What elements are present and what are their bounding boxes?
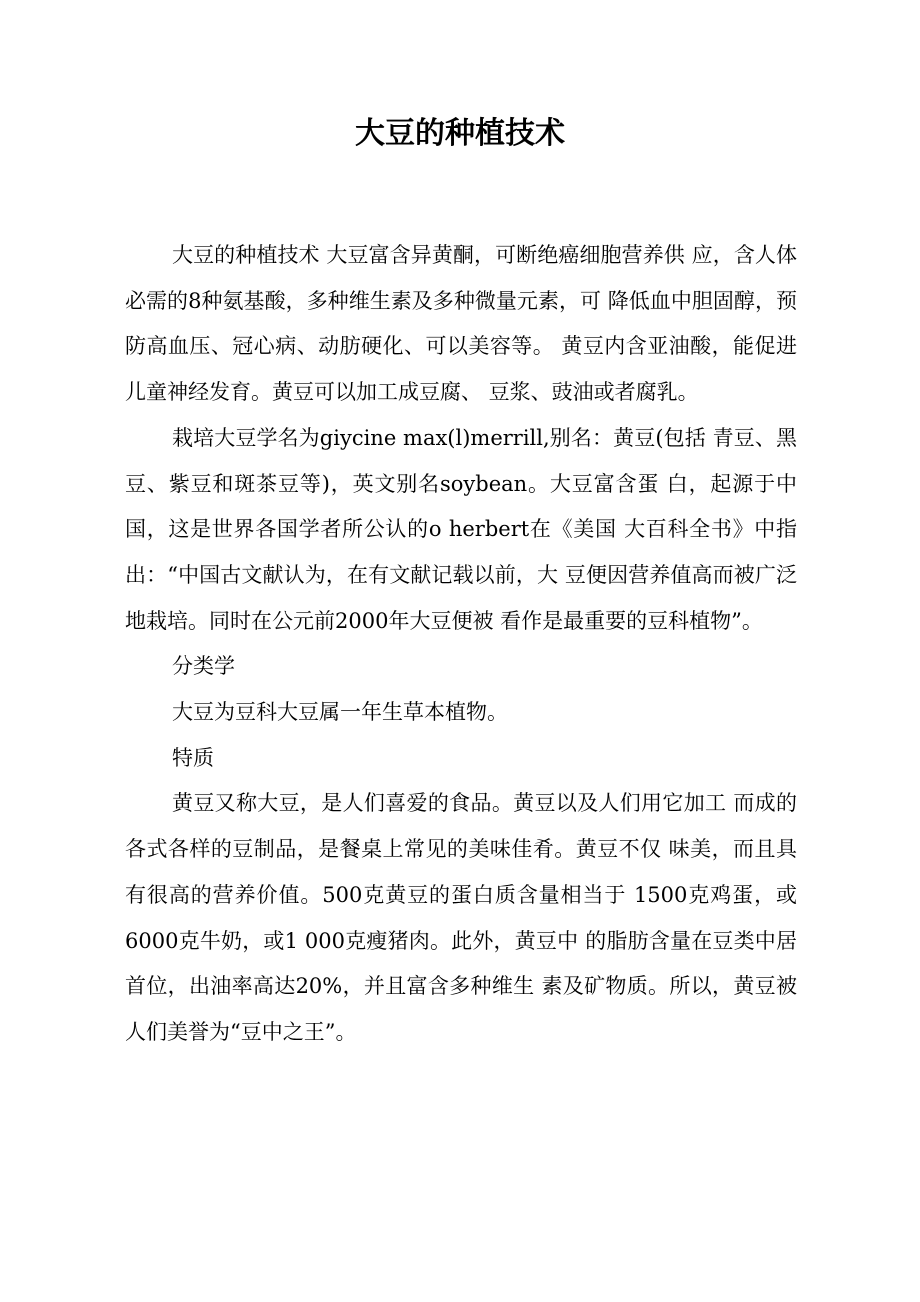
document-body (125, 233, 797, 1056)
paragraph-taxonomy: 大豆为豆科大豆属一年生草本植物。 (172, 700, 508, 725)
paragraph-characteristics: 黄豆又称大豆，是人们喜爱的食品。黄豆以及人们用它加工 而成的各式各样的豆制品，是餐桌上常见的美味佳肴。黄豆不仅 味美，而且具有很高的营养价值。500克黄豆的蛋白质含量相当于 1500克鸡蛋，或6000克牛奶，或1 000克瘦猪肉。此外，黄豆中 的脂肪含量在豆类中居首位，出油率高达20%，并且富含多种维生 素及矿物质。所以，黄豆被人们美誉为“豆中之王”。 (125, 791, 797, 1044)
heading-characteristics: 特质 (172, 745, 214, 770)
paragraph-cultivation: 栽培大豆学名为giycine max(l)merrill,别名：黄豆(包括 青豆、黑豆、紫豆和斑茶豆等)，英文别名soybean。大豆富含蛋 白，起源于中国，这是世界各国学者所公认的o herbert在《美国 大百科全书》中指出：“中国古文献认为，在有文献记载以前，大 豆便因营养值高而被广泛地栽培。同时在公元前2000年大豆便被 看作是最重要的豆科植物”。 (125, 425, 797, 633)
document-title: 大豆的种植技术 (355, 116, 565, 151)
heading-taxonomy: 分类学 (172, 654, 235, 679)
paragraph-intro: 大豆的种植技术 大豆富含异黄酮，可断绝癌细胞营养供 应，含人体必需的8种氨基酸，多种维生素及多种微量元素，可 降低血中胆固醇，预防高血压、冠心病、动肪硬化、可以美容等。 黄豆内含亚油酸，能促进儿童神经发育。黄豆可以加工成豆腐、 豆浆、豉油或者腐乳。 (125, 243, 797, 405)
